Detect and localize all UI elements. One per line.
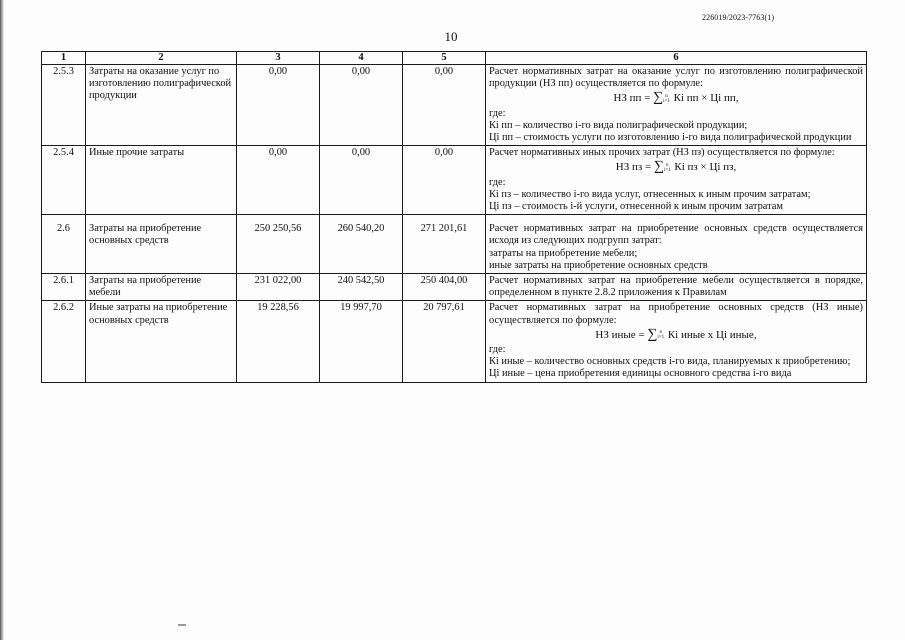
header-col-5: 5	[403, 52, 486, 65]
definition-line: Цi пп – стоимость услуги по изготовлению i-го вида полиграфической продукции	[489, 132, 852, 144]
sum-symbol: ∑	[653, 159, 664, 175]
value-col-4: 19 997,70	[320, 301, 403, 382]
description-text: Расчет нормативных затрат на приобретение мебели осуществляется в порядке, определенном в пункте 2.8.2 приложения к Правилам	[489, 275, 863, 299]
row-description	[486, 301, 867, 382]
definition-line: Кi пз – количество i-го вида услуг, отнесенных к иным прочим затратам;	[489, 188, 811, 200]
value-col-3: 0,00	[237, 146, 320, 215]
header-col-2: 2	[86, 52, 237, 65]
where-label: где:	[489, 344, 506, 356]
scan-speck	[178, 624, 186, 626]
row-description	[486, 215, 867, 274]
sum-symbol: ∑	[653, 90, 664, 106]
description-text: Расчет нормативных иных прочих затрат (НЗ пз) осуществляется по формуле:	[489, 147, 835, 159]
table-row	[42, 146, 867, 215]
value-col-5: 0,00	[403, 146, 486, 215]
formula: НЗ иные = ∑ n i=1 Кi иные х Цi иные,	[595, 326, 757, 342]
row-number: 2.5.3	[42, 65, 86, 146]
header-col-4: 4	[320, 52, 403, 65]
description-text: иные затраты на приобретение основных средств	[489, 259, 708, 271]
where-label: где:	[489, 176, 506, 188]
formula: НЗ пз = ∑ n i=1 Кi пз × Цi пз,	[615, 159, 737, 175]
definition-line: Кi пп – количество i-го вида полиграфической продукции;	[489, 119, 748, 131]
header-col-3: 3	[237, 52, 320, 65]
table-row	[42, 65, 867, 146]
definition-line: Цi иные – цена приобретения единицы основного средства i-го вида	[489, 368, 792, 380]
description-text: Расчет нормативных затрат на приобретение основных средств (НЗ иные) осуществляется по формуле:	[489, 302, 863, 326]
row-number: 2.6	[42, 215, 86, 274]
sum-symbol: ∑	[647, 326, 658, 342]
table-row	[42, 274, 867, 301]
value-col-4: 240 542,50	[320, 274, 403, 301]
value-col-3: 19 228,56	[237, 301, 320, 382]
definition-line: Цi пз – стоимость i-й услуги, отнесенной к иным прочим затратам	[489, 201, 783, 213]
description-text: Расчет нормативных затрат на оказание услуг по изготовлению полиграфической продукции (НЗ пп) осуществляется по формуле:	[489, 66, 863, 90]
value-col-4: 260 540,20	[320, 215, 403, 274]
formula: НЗ пп = ∑ n i=1 Кi пп × Цi пп,	[613, 90, 739, 106]
value-col-4: 0,00	[320, 146, 403, 215]
row-description	[486, 146, 867, 215]
scan-left-edge	[0, 0, 4, 640]
row-name: Иные прочие затраты	[86, 146, 237, 215]
row-name: Затраты на оказание услуг по изготовлению полиграфической продукции	[86, 65, 237, 146]
row-description	[486, 65, 867, 146]
value-col-3: 0,00	[237, 65, 320, 146]
table-row	[42, 215, 867, 274]
value-col-3: 231 022,00	[237, 274, 320, 301]
document-id: 226019/2023-7763(1)	[702, 13, 775, 22]
header-col-1: 1	[42, 52, 86, 65]
where-label: где:	[489, 107, 506, 119]
definition-line: Кi иные – количество основных средств i-го вида, планируемых к приобретению;	[489, 356, 851, 368]
description-text: затраты на приобретение мебели;	[489, 247, 638, 259]
value-col-5: 0,00	[403, 65, 486, 146]
row-name: Затраты на приобретение мебели	[86, 274, 237, 301]
value-col-5: 250 404,00	[403, 274, 486, 301]
value-col-5: 271 201,61	[403, 215, 486, 274]
value-col-5: 20 797,61	[403, 301, 486, 382]
cost-table	[41, 51, 867, 383]
row-number: 2.6.1	[42, 274, 86, 301]
page-number: 10	[444, 29, 458, 44]
header-col-6: 6	[486, 52, 867, 65]
table-header-row	[42, 52, 867, 65]
row-number: 2.5.4	[42, 146, 86, 215]
table-row	[42, 301, 867, 382]
value-col-3: 250 250,56	[237, 215, 320, 274]
row-name: Затраты на приобретение основных средств	[86, 215, 237, 274]
value-col-4: 0,00	[320, 65, 403, 146]
row-name: Иные затраты на приобретение основных средств	[86, 301, 237, 382]
row-description	[486, 274, 867, 301]
row-number: 2.6.2	[42, 301, 86, 382]
description-text: Расчет нормативных затрат на приобретение основных средств осуществляется исходя из следующих подгрупп затрат:	[489, 223, 863, 247]
